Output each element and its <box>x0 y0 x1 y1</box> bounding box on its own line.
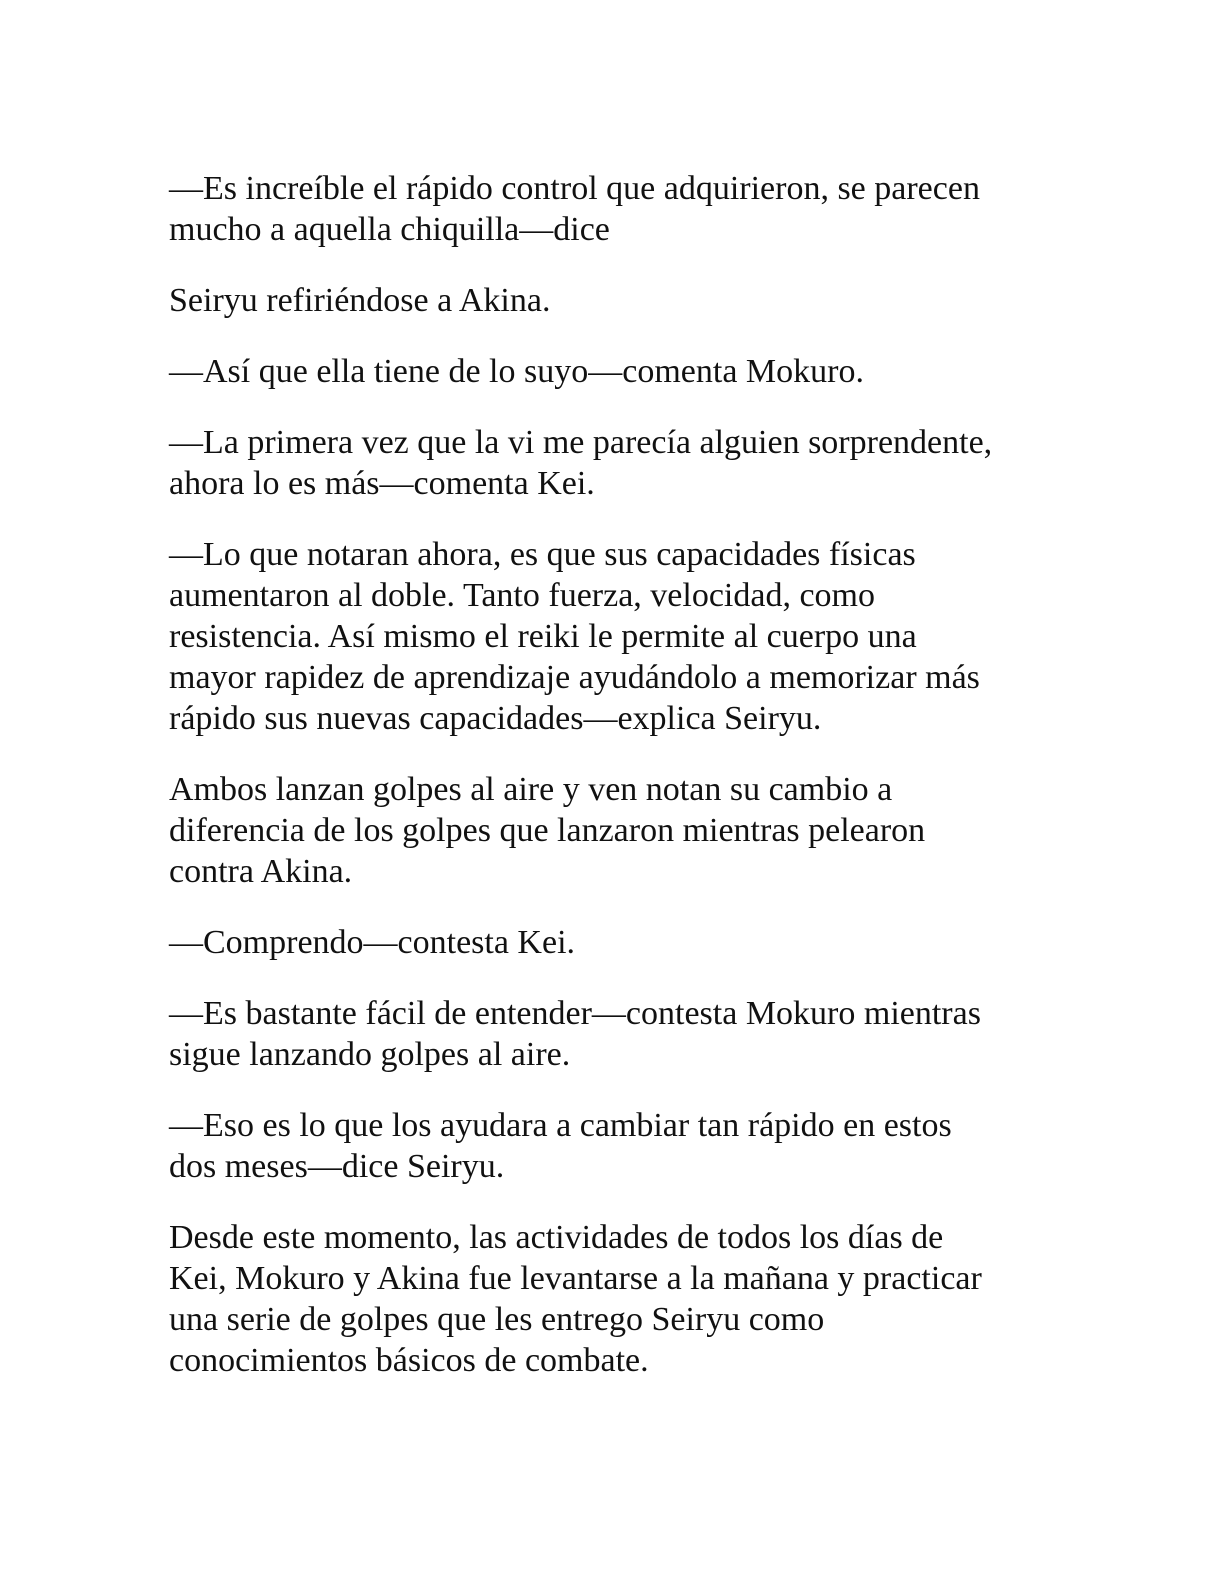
text-line: Seiryu refiriéndose a Akina. <box>169 282 551 319</box>
paragraph-5 <box>169 534 1049 739</box>
text-line: —Es increíble el rápido control que adquirieron, se parecen <box>169 170 980 207</box>
text-line: aumentaron al doble. Tanto fuerza, velocidad, como <box>169 577 875 614</box>
paragraph-6 <box>169 769 1049 892</box>
text-line: contra Akina. <box>169 853 353 890</box>
body-text <box>169 168 1049 1411</box>
text-line: Ambos lanzan golpes al aire y ven notan su cambio a <box>169 771 893 808</box>
paragraph-1 <box>169 168 1049 250</box>
text-line: —Comprendo—contesta Kei. <box>169 924 576 961</box>
paragraph-2 <box>169 280 1049 321</box>
text-line: —Lo que notaran ahora, es que sus capacidades físicas <box>169 536 916 573</box>
text-line: resistencia. Así mismo el reiki le permite al cuerpo una <box>169 618 917 655</box>
text-line: —La primera vez que la vi me parecía alguien sorprendente, <box>169 424 993 461</box>
text-line: —Es bastante fácil de entender—contesta Mokuro mientras <box>169 995 981 1032</box>
paragraph-9 <box>169 1105 1049 1187</box>
text-line: ahora lo es más—comenta Kei. <box>169 465 595 502</box>
text-line: dos meses—dice Seiryu. <box>169 1148 505 1185</box>
text-line: sigue lanzando golpes al aire. <box>169 1036 571 1073</box>
paragraph-7 <box>169 922 1049 963</box>
text-line: mucho a aquella chiquilla—dice <box>169 211 610 248</box>
text-line: mayor rapidez de aprendizaje ayudándolo a memorizar más <box>169 659 980 696</box>
text-line: diferencia de los golpes que lanzaron mientras pelearon <box>169 812 926 849</box>
text-line: Kei, Mokuro y Akina fue levantarse a la mañana y practicar <box>169 1260 982 1297</box>
text-line: conocimientos básicos de combate. <box>169 1342 649 1379</box>
text-line: Desde este momento, las actividades de todos los días de <box>169 1219 944 1256</box>
text-line: —Eso es lo que los ayudara a cambiar tan rápido en estos <box>169 1107 952 1144</box>
text-line: una serie de golpes que les entrego Seiryu como <box>169 1301 825 1338</box>
paragraph-3 <box>169 351 1049 392</box>
text-line: rápido sus nuevas capacidades—explica Seiryu. <box>169 700 822 737</box>
text-line: —Así que ella tiene de lo suyo—comenta Mokuro. <box>169 353 864 390</box>
paragraph-4 <box>169 422 1049 504</box>
paragraph-10 <box>169 1217 1049 1381</box>
paragraph-8 <box>169 993 1049 1075</box>
